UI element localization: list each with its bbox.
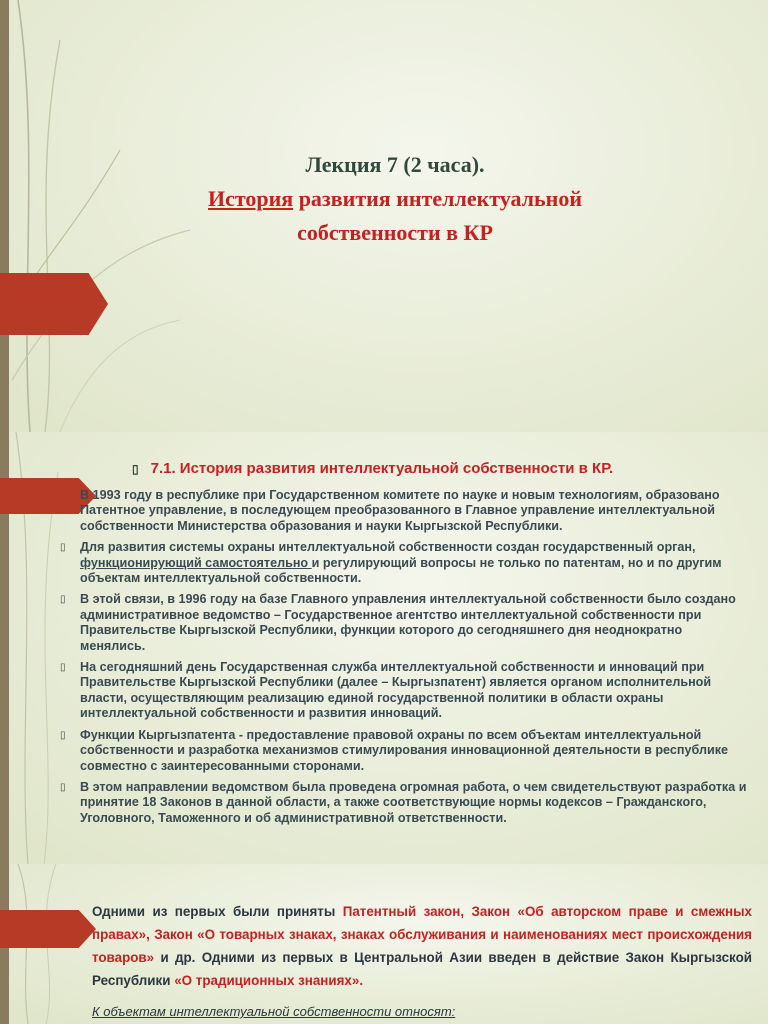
title-history-word: История (207, 186, 294, 211)
bullet-icon: ▯ (60, 594, 66, 606)
paragraph-3 (60, 592, 748, 654)
bullet-icon: ▯ (60, 542, 66, 554)
title-line-3: собственности в КР (297, 220, 493, 245)
paragraph-6-text: В этом направлении ведомством была проведена огромная работа, о чем свидетельствуют разработка и принятие 18 Законов в данной области, а также соответствующие нормы кодексов – Гражданского, Уголовного, Таможенного и об административной ответственности. (80, 779, 747, 825)
laws-text-c: и др. Одними из первых в Центральной Азии введен в действие Закон Кыргызской Республики (92, 950, 752, 988)
paragraph-1 (60, 488, 748, 534)
paragraph-2-text-a: Для развития системы охраны интеллектуальной собственности создан государственный орган, (80, 540, 696, 555)
paragraph-5-text: Функции Кыргызпатента - предоставление правовой охраны по всем объектам интеллектуальной собственности и разработка механизмов стимулирования инновационной деятельности в республике совместно с заинтересованными сторонами. (80, 727, 728, 773)
laws-text-a: Одними из первых были приняты (92, 904, 343, 919)
slide-history (0, 432, 768, 864)
bullet-icon: ▯ (132, 462, 139, 476)
paragraph-6 (60, 780, 748, 826)
slide-title-text (150, 148, 640, 250)
objects-subheading: К объектам интеллектуальной собственности относят: (92, 1004, 456, 1019)
paragraph-4-text: На сегодняшний день Государственная служба интеллектуальной собственности и инноваций при Правительстве Кыргызской Республики (далее – Кыргызпатент) является органом исполнительной власти, осуществляющим реализацию единой государственной политики в области охраны интеллектуальной собственности и развития инноваций. (80, 660, 712, 721)
section-heading (132, 460, 613, 477)
red-arrow-marker (0, 273, 108, 335)
paragraph-3-text: В этой связи, в 1996 году на базе Главного управления интеллектуальной собственности было создано административное ведомство – Государственное агентство интеллектуальной собственности при Правительстве Кыргызской Республики, функции которого до сегодняшнего дня неоднократно менялись. (80, 592, 736, 653)
paragraph-2 (60, 540, 748, 586)
laws-paragraph (92, 900, 752, 992)
slide-title (0, 0, 768, 432)
laws-list: Патентный закон, Закон «Об авторском праве и смежных правах», Закон «О товарных знаках, знаках обслуживания и наименованиях мест происхождения товаров» (92, 904, 752, 965)
slide-laws (0, 864, 768, 1024)
title-line-2-rest: развития интеллектуальной (293, 186, 583, 211)
laws-traditional-knowledge: «О традиционных знаниях». (174, 973, 364, 988)
section-heading-text: 7.1. История развития интеллектуальной собственности в КР. (150, 460, 614, 477)
title-line-2 (150, 182, 640, 216)
paragraph-1-text: В 1993 году в республике при Государственном комитете по науке и новым технологиям, образовано Патентное управление, в последующем преобразованного в Главное управление интеллектуальной собственности Министерства образования и науки Кыргызской Республики. (80, 488, 720, 533)
paragraph-2-text-b: и регулирующий вопросы не только по патентам, но и по другим объектам интеллектуальной собственности. (80, 555, 722, 586)
paragraph-5 (60, 728, 748, 774)
bullet-icon: ▯ (60, 781, 66, 793)
paragraph-list (60, 488, 748, 832)
paragraph-4 (60, 660, 748, 722)
red-arrow-marker (0, 910, 96, 948)
title-line-1: Лекция 7 (2 часа). (305, 152, 485, 177)
paragraph-2-underlined: функционирующий самостоятельно (80, 555, 312, 570)
bullet-icon: ▯ (60, 729, 66, 741)
bullet-icon: ▯ (60, 662, 66, 674)
